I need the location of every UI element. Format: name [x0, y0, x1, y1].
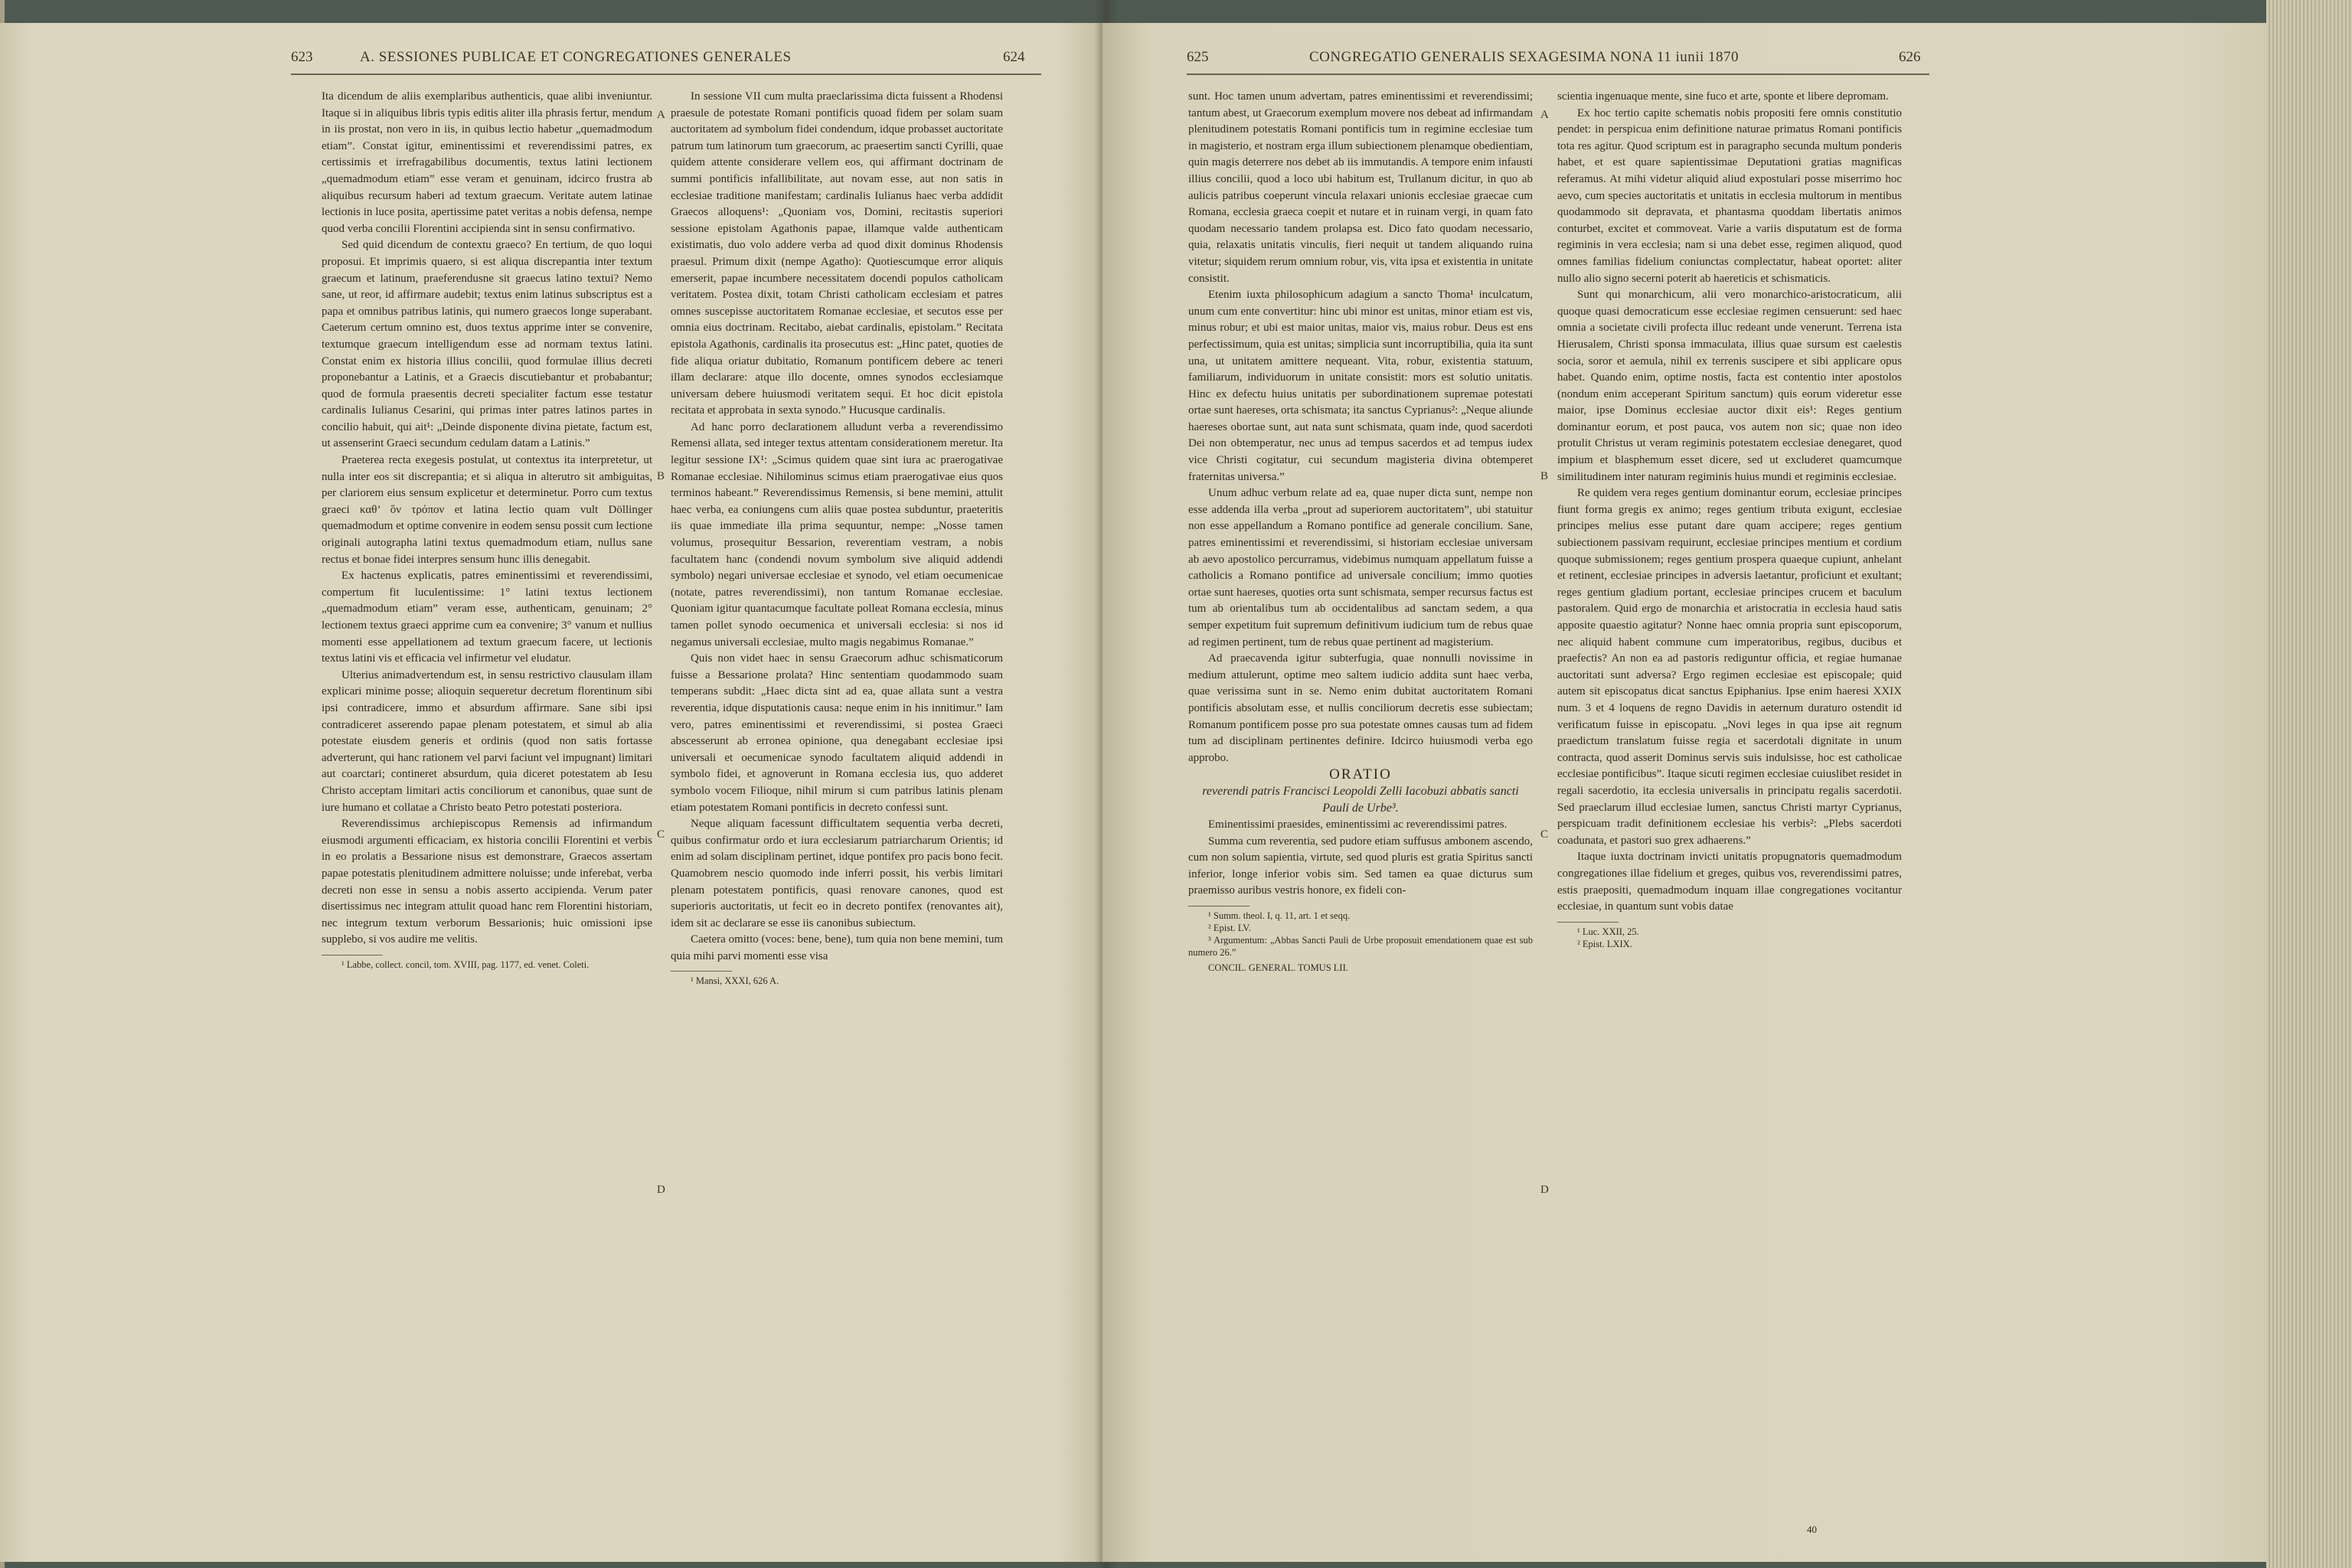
oratio-title: ORATIO — [1329, 766, 1392, 783]
right-page — [1102, 23, 2266, 1562]
right-page-edges — [2266, 0, 2352, 1568]
paragraph: Re quidem vera reges gentium dominantur eorum, ecclesiae principes fiunt forma gregis ex animo; reges gentium tributa exigunt, ecclesiae principes melius esse putant dare quam accipere; reges gentium subiectionem passivam requirunt, ecclesiae principes mentium et cordium quoque submissionem; reges gentium prospera quaeque cupiunt, anhelant et retinent, ecclesiae principes in adversis laetantur, proficiunt et exultant; reges gentium gladium portant, ecclesiae principes crucem et baculum pastoralem. Quid ergo de monarchia et aristocratia in ecclesia haud satis apposite quaestio agitatur? Nonne haec omnia propria sunt episcoporum, nec aliquid habent commune cum imperatoribus, regibus, ducibus et praefectis? An non ea ad pastoris rediguntur officia, et regiae humanae auctoritati sunt adversa? Ergo regimen ecclesiae est episcopale; quid autem sit episcopatus dicat sanctus Epiphanius. Ipse enim haeresi XXIX num. 3 et 4 loquens de regno Davidis in aeternum duraturo ostendit id verificatum fuisse in episcopatu. „Novi leges in qua ipse ait regnum praedictum translatum fuisse regia et sacerdotali dignitate in unum contracta, quod asserit Dominus servis suis indulsisse, hoc est catholicae ecclesiae pontificibus”. Itaque sicuti regimen ecclesiae cuiuslibet residet in regali sacerdotio, ita ecclesia universalis in principatu regalis sacerdotii. Sed praeclarum illud ecclesiae lumen, sanctus Christi martyr Cyprianus, perspicuam tradit definitionem ecclesiae his verbis²: „Plebs sacerdoti coadunata, et pastori suo grex adhaerens.” — [1557, 487, 1902, 847]
page-number-624: 624 — [1003, 49, 1025, 65]
paragraph: Ulterius animadvertendum est, in sensu restrictivo clausulam illam explicari minime posse; alioquin sequeretur decretum florentinum sibi ipsi contradicere, immo et absurdum affirmare. Sane sibi ipsi contradiceret asserendo papae plenam potestatem, et simul ab alia potestate eiusdem generis et ordinis (quod non satis fortasse adverterunt, qui hanc rationem vel parvi faciunt vel impugnant) limitari aut coarctari; contineret absurdum, quia diceret potestatem ab Iesu Christo acceptam limitari actis conciliorum et canonibus, quae sunt de iure humano et collatae a Christo beato Petro potestati posteriora. — [322, 668, 652, 814]
paragraph: Praeterea recta exegesis postulat, ut contextus ita interpretetur, ut nulla inter eos sit discrepantia; et si aliqua in alterutro sit ambiguitas, per clariorem eius sensum explicetur et determinetur. Porro cum textus graeci καθ’ ὃν τρόπον et latina lectio quam vult Döllinger quemadmodum et optime convenire in eodem sensu possit cum lectione originali autographa latini textus quemadmodum etiam, nullus sane rectus et bonae fidei interpres sensum hunc illis denegabit. — [322, 454, 652, 566]
paragraph: In sessione VII cum multa praeclarissima dicta fuissent a Rhodensi praesule de potestate Romani pontificis quoad fidem per solam suam auctoritatem ad symbolum fidei condendum, idque probasset auctoritate patrum tum latinorum tum graecorum, ac praesertim sancti Cyrilli, quae quidem attente considerare vellem eos, qui affirmant doctrinam de summi pontificis infallibilitate, aut novam esse, aut non satis in ecclesiae traditione manifestam; cardinalis Iulianus haec verba addidit Graecos alloquens¹: „Quoniam vos, Domini, recitastis superiori sessione epistolam Agathonis papae, illamque valde authenticam existimatis, duo volo addere verba ad quod dixit dominus Rhodensis praesul. Primum dixit (nempe Agatho): Quotiescumque error aliquis emerserit, papae incumbere necessitatem docendi populos catholicam veritatem. Postea dixit, totam Christi catholicam ecclesiam et patres omnes suscepisse auctoritatem Romanae ecclesiae, et secutos esse per omnia eius doctrinam. Recitabo, aiebat cardinalis, epistolam.” Recitata epistola Agathonis, cardinalis ita prosecutus est: „Hinc patet, quoties de fide aliqua oriatur dubitatio, Romanum pontificem debere ac teneri illam declarare: atque illo docente, omnes synodos ecclesiamque universam debere huiusmodi veritatem sequi. Et hoc dicit epistola recitata et approbata in sexta synodo.” Hucusque cardinalis. — [671, 90, 1003, 417]
margin-marker-c: C — [1540, 828, 1549, 841]
left-page — [0, 23, 1102, 1562]
paragraph: Quis non videt haec in sensu Graecorum adhuc schismaticorum fuisse a Bessarione prolata? Hinc sententiam quodammodo suam temperans subdit: „Haec dicta sint ad ea, quae allata sunt a vestra reverentia, idque disputationis causa: neque enim in his innitimur.” Iam vero, patres eminentissimi et reverendissimi, si postea Graeci abscesserunt ab erronea opinione, qua denegabant ecclesiae ipsi universali et oecumenicae synodo facultatem aliquid addendi in symbolo fidei, et agnoverunt in Romana ecclesia ius, quo adderet symbolo vocem Filioque, nihil mirum si cum patribus latinis plenam etiam potestatem Romani pontificis in decreto confessi sunt. — [671, 652, 1003, 814]
paragraph: Eminentissimi praesides, eminentissimi ac reverendissimi patres. — [1208, 818, 1508, 831]
paragraph: Summa cum reverentia, sed pudore etiam suffusus ambonem ascendo, cum non solum sapientia, virtute, sed quod pluris est gratia Spiritus sancti inferior, longe inferior vobis sim. Sed tamen ea quae dicturus sum praemisso auribus vestris honore, ex fideli con- — [1188, 835, 1533, 897]
left-running-head: A. SESSIONES PUBLICAE ET CONGREGATIONES GENERALES — [360, 49, 792, 65]
paragraph: Ad hanc porro declarationem alludunt verba a reverendissimo Remensi allata, sed integer textus attentam considerationem meretur. Ita legitur sessione IX¹: „Scimus quidem quae sint iura ac praerogativae Romanae ecclesiae. Nihilominus scimus etiam praerogativae eius quos terminos habeant.” Reverendissimus Remensis, si bene memini, attulit haec verba, ea coniungens cum aliis quae postea subduntur, praeteritis iis quae immediate illa prima sequuntur, nempe: „Nosse tamen volumus, prosequitur Bessarion, reverentiam vestram, a nobis facultatem hanc (condendi novum symbolum sive aliquid addendi symbolo) negari universae ecclesiae et synodo, vel etiam oecumenicae (notate, patres reverendissimi), non tantum Romanae ecclesiae. Quoniam igitur quantacumque facultate polleat Romana ecclesia, minus tamen pollet synodo oecumenica et universali ecclesia: si nos id negamus universali ecclesiae, multo magis negabimus Romanae.” — [671, 420, 1003, 648]
paragraph: scientia ingenuaque mente, sine fuco et arte, sponte et libere depromam. — [1557, 90, 1889, 103]
column-3 — [1188, 89, 1533, 974]
margin-marker-b: B — [1540, 470, 1549, 482]
paragraph: sunt. Hoc tamen unum advertam, patres eminentissimi et reverendissimi; tantum abest, ut Graecorum exemplum movere nos debeat ad infirmandam plenitudinem potestatis Romani pontificis tum in regimine ecclesiae tum in magisterio, et nostram erga illum subiectionem plenamque obedientiam, quin magis deterrere nos debet ab iis immutandis. A tempore enim infausti illius concilii, quod a loco ubi habitum est, Trullanum dicitur, in quo ab aulicis patribus coeperunt vincula relaxari unionis ecclesiae graecae cum Romana, ecclesia graeca coepit et nutare et in ruinam vergi, in quam fato quodam necessario tandem prolapsa est. Dico fato quodam necessario, quia, relaxatis unitatis vinculis, fieri nequit ut tandem aliquando ruina vitetur; siquidem rerum omnium robur, vis, vita ipsa et existentia in unitate consistit. — [1188, 90, 1533, 285]
paragraph: Reverendissimus archiepiscopus Remensis ad infirmandum eiusmodi argumenti efficaciam, ex historia concilii Florentini et verbis in eo prolatis a Bessarione nisus est demonstrare, Graecos assertam papae potestatis plenitudinem admittere noluisse; unde inferebat, verba decreti non esse in sensu a nobis asserto accipienda. Verum pater disertissimus nec integram attulit quoad hanc rem Florentini historiam, nec integrum textum verborum Bessarionis; huic omissioni ipse supplebo, si vos audire me velitis. — [322, 818, 652, 946]
paragraph: Sed quid dicendum de contextu graeco? En tertium, de quo loqui proposui. Et imprimis quaero, si est aliqua discrepantia inter textum graecum et latinum, praeferendusne sit graecus latino textui? Nemo sane, ut reor, id affirmare audebit; textus enim latinus subscriptus est a papa et omnibus patribus latinis, qui numero graecos longe superabant. Caeterum certum omnino est, duos textus apprime inter se convenire, textumque graecum intelligendum esse ad normam textus latini. Constat enim ex historia illius concilii, quod formulae illius decreti proponebantur a Latinis, et a Graecis discutiebantur et probabantur; quod de formula praesentis decreti specialiter factum esse testatur cardinalis Iulianus Cesarini, qui primas inter patres latinos partes in concilio habuit, qui ait¹: „Deinde disponente divina pietate, factum est, ut assenserint Graeci secundum cedulam datam a Latinis.” — [322, 239, 652, 450]
page-number-625: 625 — [1187, 49, 1209, 65]
footnote: ¹ Labbe, collect. concil, tom. XVIII, pag. 1177, ed. venet. Coleti. — [341, 959, 590, 970]
footnote: ¹ Luc. XXII, 25. — [1577, 926, 1639, 937]
paragraph: Neque aliquam facessunt difficultatem sequentia verba decreti, quibus confirmatur ordo et iura ecclesiarum patriarcharum Orientis; id enim ad solam disciplinam pertinet, idque pontifex pro pacis bono fecit. Quamobrem nescio quomodo inde inferri possit, his verbis limitari plenam potestatem pontificis, quasi renovare canones, quod est superioris auctoritatis, ut fecit eo in decreto pontifex (renovantes ait), idem sit ac declarare se esse iis canonibus subiectum. — [671, 818, 1003, 929]
oratio-subtitle: reverendi patris Francisci Leopoldi Zelli Iacobuzi abbatis sancti Pauli de Urbe³. — [1202, 784, 1519, 815]
column-2 — [671, 89, 1003, 987]
paragraph: Ex hoc tertio capite schematis nobis propositi fere omnis constitutio pendet: in perspicua enim definitione naturae primatus Romani pontificis tota res agitur. Quod scriptum est in paragrapho secunda multum ponderis habet, et est quare sapientissimae Deputationi gratias magnificas referamus. At mihi videtur aliquid aliud expostulari posse miserrimo hoc aevo, cum species auctoritatis et unitatis in ecclesia multorum in mentibus quodammodo sit depravata, et phantasma quoddam libertatis animos conturbet, excitet et commoveat. Varie a variis disputatum est de forma regiminis in vera ecclesia; nam si una debet esse, regimen aliquod, quod omnes familias fidelium coniunctas complectatur, habeat oportet: aliter nullo alio signo secerni poterit ab haereticis et schismaticis. — [1557, 106, 1902, 285]
paragraph: Ad praecavenda igitur subterfugia, quae nonnulli novissime in medium attulerunt, optime meo saltem iudicio addita sunt haec verba, quae verissima sunt in se. Nemo enim dubitat auctoritatem Romani pontificis absolutam esse, et nullis conciliorum decretis esse subiectam; Romanum pontificem posse pro sua potestate omnes causas tum ad fidem tum ad disciplinam pertinentes definire. Idcirco huiusmodi verba ego approbo. — [1188, 652, 1533, 764]
paragraph: Etenim iuxta philosophicum adagium a sancto Thoma¹ inculcatum, unum cum ente convertitur: hinc ubi minor est unitas, minor etiam est vis, minus robur; et ubi est maior unitas, maior vis, maius robur. Deus est ens perfectissimum, quia est unitas; simplicia sunt incorruptibilia, quia ita sunt una, ut unitatem amittere nequeant. Vita, robur, existentia statuum, familiarum, individuorum in unitate consistit: mors est solutio unitatis. Hinc ex defectu huius unitatis per subordinationem supremae potestati ortae sunt haereses, orta schismata; ita sanctus Cyprianus²: „Neque aliunde haereses obortae sunt, aut nata sunt schismata, quam inde, quod sacerdoti Dei non obtemperatur, nec unus ad tempus sacerdos et ad tempus iudex vice Christi cogitatur, cui secundum magisteria divina obtemperet fraternitas universa.” — [1188, 289, 1533, 483]
paragraph: Sunt qui monarchicum, alii vero monarchico-aristocraticum, alii quoque quasi democraticum esse ecclesiae regimen censuerunt: sed haec omnia a societate civili profecta illuc redeant unde venerunt. Terrena ista Hierusalem, Christi sponsa immaculata, illius quae sursum est caelestis socia, soror et aemula, nihil ex terrenis suscipere et sibi applicare opus habet. Quando enim, optime nostis, facta est contentio inter apostolos (nondum enim acceperant Spiritum sanctum) quis eorum videretur esse maior, ipse Dominus ecclesiae auctor dixit eis¹: Reges gentium dominantur eorum, et post pauca, vos autem non sic; quae non ideo protulit Christus ut veram regiminis potestatem ecclesiae denegaret, quod impium et blasphemum esset dicere, sed ut excluderet quamcumque similitudinem inter naturam regiminis huius mundi et regiminis ecclesiae. — [1557, 289, 1902, 483]
volume-signature: CONCIL. GENERAL. TOMUS LII. — [1208, 962, 1348, 973]
margin-marker-d: D — [657, 1184, 665, 1196]
footnote: ¹ Summ. theol. I, q. 11, art. 1 et seqq. — [1208, 910, 1351, 921]
footnote-rule — [671, 971, 732, 972]
column-4 — [1557, 89, 1902, 950]
paragraph: Ex hactenus explicatis, patres eminentissimi et reverendissimi, compertum fit luculentissime: 1° latini textus lectionem „quemadmodum etiam” veram esse, authenticam, genuinam; 2° lectionem textus graeci apprime cum ea convenire; 3° vanum et nullius momenti esse appellationem ad textum graecum facere, ut lectionis textus latini vis et efficacia vel infirmetur vel eludatur. — [322, 570, 652, 665]
margin-marker-a: A — [1540, 109, 1549, 121]
margin-marker-d: D — [1540, 1184, 1549, 1196]
footnote: ³ Argumentum: „Abbas Sancti Pauli de Urbe proposuit emendationem quae est sub numero 26.” — [1188, 934, 1533, 958]
margin-marker-c: C — [657, 828, 665, 841]
page-number-623: 623 — [291, 49, 313, 65]
margin-marker-a: A — [657, 109, 665, 121]
page-number-626: 626 — [1899, 49, 1921, 65]
margin-marker-b: B — [657, 470, 665, 482]
left-head-rule — [291, 74, 1041, 75]
footnote: ² Epist. LXIX. — [1577, 938, 1632, 949]
right-running-head: CONGREGATIO GENERALIS SEXAGESIMA NONA 11 iunii 1870 — [1309, 49, 1740, 65]
paragraph: Unum adhuc verbum relate ad ea, quae nuper dicta sunt, nempe non esse addenda illa verba „prout ad superiorem auctoritatem”, ubi statuitur non esse appellandum a Romano pontifice ad generale concilium. Sane, patres eminentissimi et reverendissimi, si historiam ecclesiae universam ab aevo apostolico percurramus, videbimus numquam appellatum fuisse a catholicis a Romano pontifice ad universale concilium; immo quoties ortae sunt haereses, quoties orta sunt schismata, semper recursus factus est tum ab orientalibus tum ab occidentalibus ad sanctam sedem, a qua semper expetitum fuit supremum definitivum iudicium tum de rebus quae ad regimen pertinent, tum de rebus quae pertinent ad magisterium. — [1188, 487, 1533, 648]
sheet-number: 40 — [1807, 1524, 1817, 1535]
right-head-rule — [1187, 74, 1929, 75]
footnote: ² Epist. LV. — [1208, 922, 1251, 933]
column-1 — [322, 89, 652, 971]
paragraph: Ita dicendum de aliis exemplaribus authenticis, quae alibi inveniuntur. Itaque si in aliquibus libris typis editis aliter illa phrasis fertur, mendum in iis prostat, non vero in iis, in quibus lectio habetur „quemadmodum etiam”. Constat igitur, eminentissimi et reverendissimi patres, ex certissimis et irrefragabilibus documentis, textus latini lectionem „quemadmodum etiam” esse veram et genuinam, idcirco frustra ab aliquibus recursum haberi ad textum graecum. Veritate autem latinae lectionis in luce posita, apertissime patet veritas a nobis defensa, nempe quod verba concilii Florentini accipienda sint in sensu confirmativo. — [322, 90, 652, 235]
paragraph: Itaque iuxta doctrinam invicti unitatis propugnatoris quemadmodum congregationes illae fidelium et greges, quibus vos, reverendissimi patres, estis praepositi, quemadmodum inquam illae congregationes vocitantur ecclesiae, in quantum sunt vobis datae — [1557, 851, 1902, 913]
paragraph: Caetera omitto (voces: bene, bene), tum quia non bene memini, tum quia mihi parvi momenti esse visa — [671, 933, 1003, 962]
footnote-rule — [1557, 922, 1619, 923]
footnote-rule — [322, 955, 383, 956]
footnote: ¹ Mansi, XXXI, 626 A. — [691, 975, 779, 987]
